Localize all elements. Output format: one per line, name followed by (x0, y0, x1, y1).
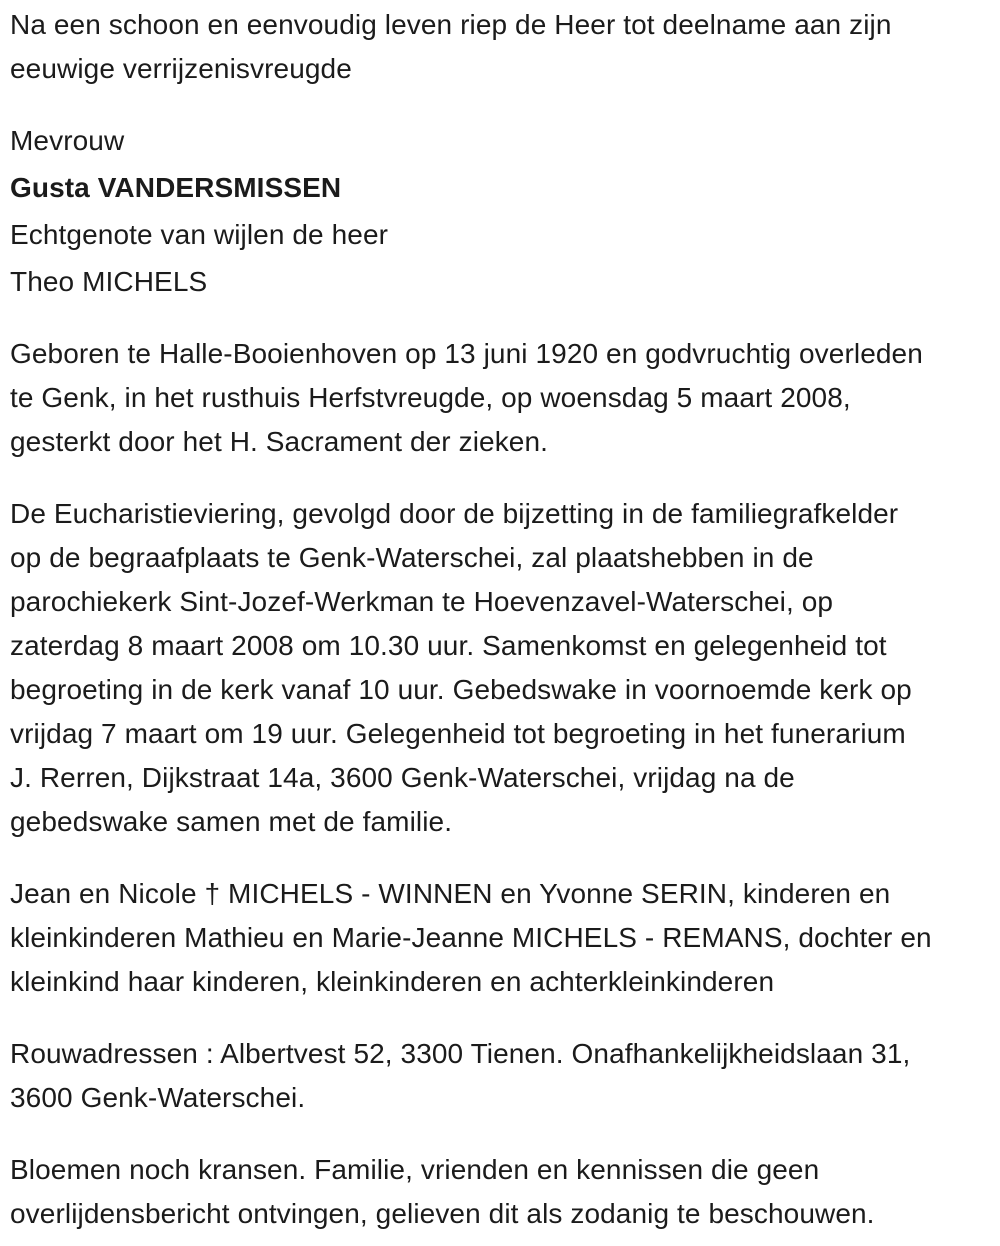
funeral-service-paragraph (10, 492, 994, 844)
text-line: Jean en Nicole † MICHELS - WINNEN en Yvonne SERIN, kinderen en (10, 878, 891, 909)
intro-paragraph (10, 3, 994, 91)
text-line: gebedswake samen met de familie. (10, 806, 453, 837)
text-line: vrijdag 7 maart om 19 uur. Gelegenheid tot begroeting in het funerarium (10, 718, 906, 749)
deceased-name: Gusta VANDERSMISSEN (10, 172, 342, 203)
text-line: kleinkinderen Mathieu en Marie-Jeanne MICHELS - REMANS, dochter en (10, 922, 932, 953)
birth-death-paragraph (10, 332, 994, 464)
text-line: op de begraafplaats te Genk-Waterschei, zal plaatshebben in de (10, 542, 814, 573)
text-line: Na een schoon en eenvoudig leven riep de Heer tot deelname aan zijn (10, 9, 892, 40)
text-line: eeuwige verrijzenisvreugde (10, 53, 352, 84)
spouse-relation: Echtgenote van wijlen de heer (10, 219, 389, 250)
text-line: overlijdensbericht ontvingen, gelieven dit als zodanig te beschouwen. (10, 1198, 875, 1229)
text-line: parochiekerk Sint-Jozef-Werkman te Hoevenzavel-Waterschei, op (10, 586, 834, 617)
text-line: kleinkind haar kinderen, kleinkinderen en achterkleinkinderen (10, 966, 775, 997)
text-line: De Eucharistieviering, gevolgd door de bijzetting in de familiegrafkelder (10, 498, 899, 529)
mourning-addresses-paragraph (10, 1032, 994, 1120)
closing-paragraph (10, 1148, 994, 1236)
text-line: Bloemen noch kransen. Familie, vrienden en kennissen die geen (10, 1154, 820, 1185)
deceased-block (10, 119, 994, 304)
salutation: Mevrouw (10, 125, 125, 156)
text-line: begroeting in de kerk vanaf 10 uur. Gebedswake in voornoemde kerk op (10, 674, 912, 705)
text-line: J. Rerren, Dijkstraat 14a, 3600 Genk-Waterschei, vrijdag na de (10, 762, 795, 793)
text-line: 3600 Genk-Waterschei. (10, 1082, 306, 1113)
text-line: Rouwadressen : Albertvest 52, 3300 Tienen. Onafhankelijkheidslaan 31, (10, 1038, 911, 1069)
text-line: gesterkt door het H. Sacrament der zieken. (10, 426, 549, 457)
spouse-name: Theo MICHELS (10, 266, 208, 297)
text-line: te Genk, in het rusthuis Herfstvreugde, op woensdag 5 maart 2008, (10, 382, 851, 413)
text-line: zaterdag 8 maart 2008 om 10.30 uur. Samenkomst en gelegenheid tot (10, 630, 887, 661)
family-paragraph (10, 872, 994, 1004)
text-line: Geboren te Halle-Booienhoven op 13 juni 1920 en godvruchtig overleden (10, 338, 923, 369)
